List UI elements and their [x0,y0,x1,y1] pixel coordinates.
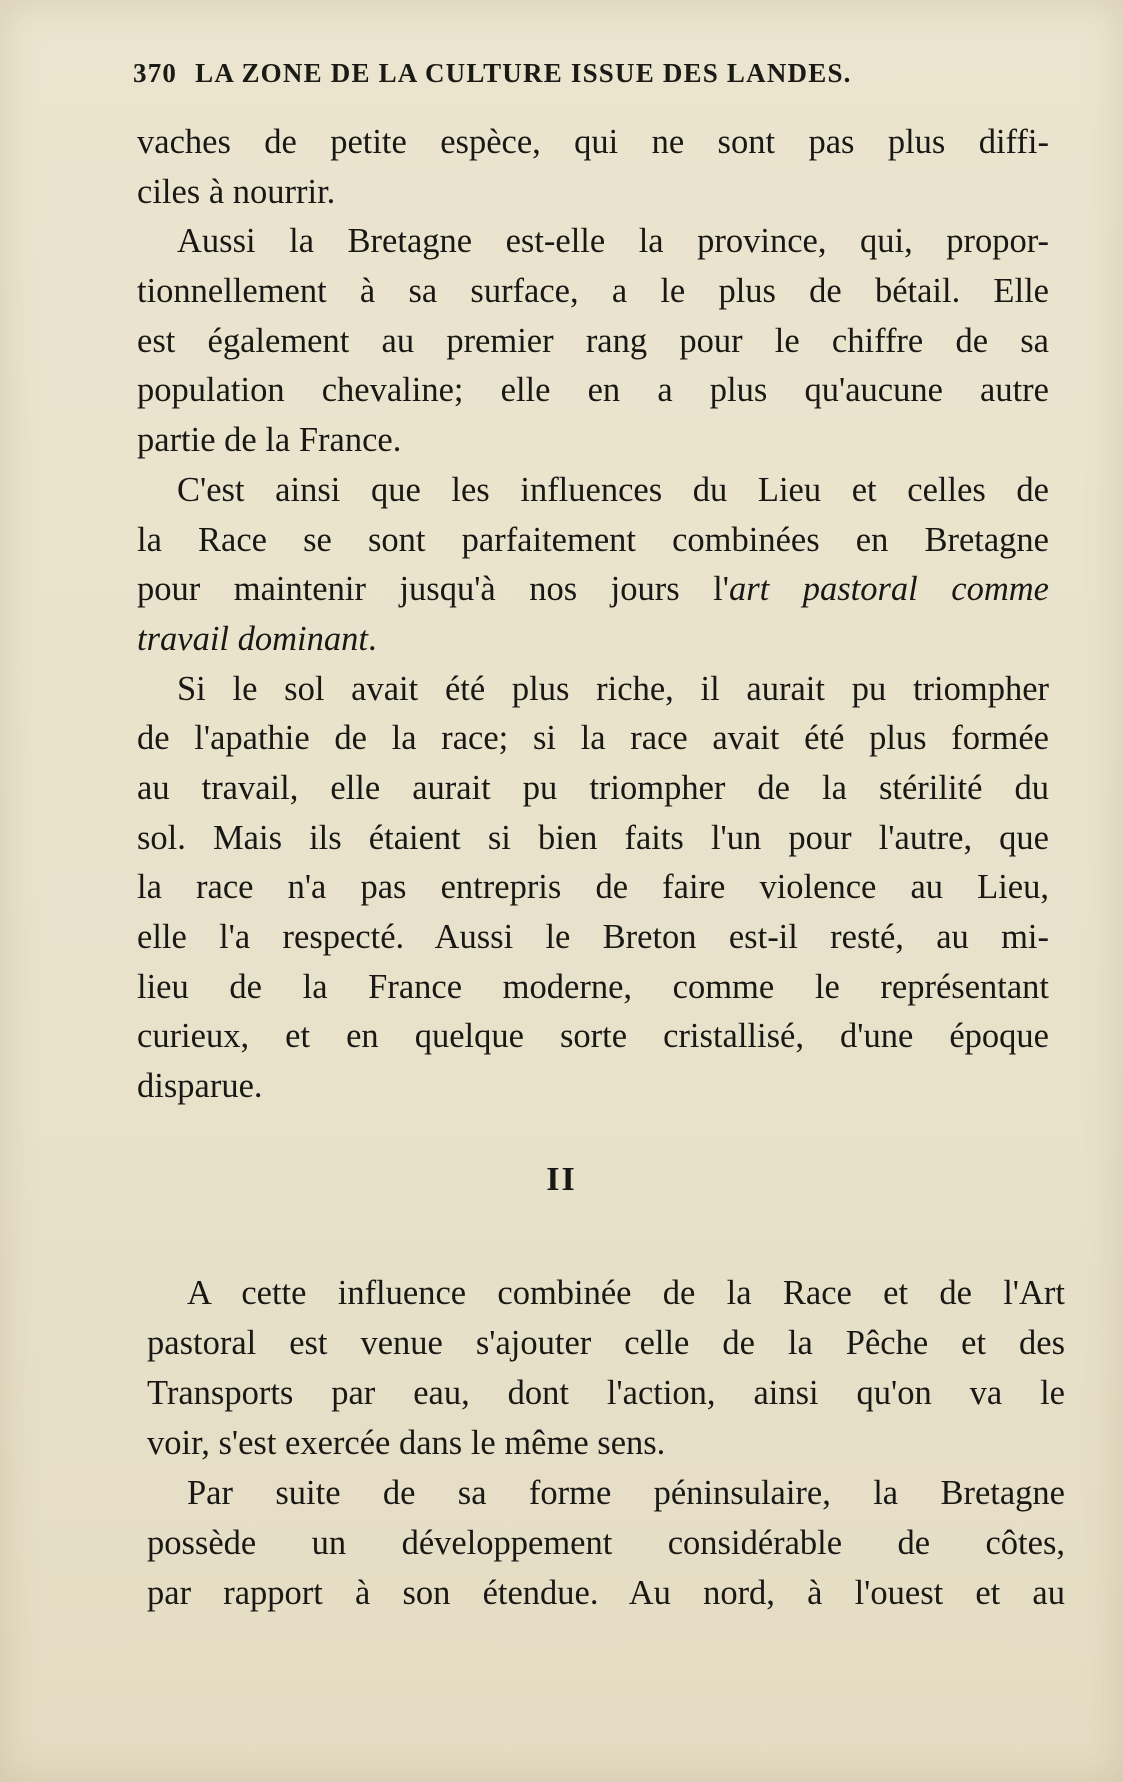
italic-text-run: art pastoral comme [728,570,1049,609]
text-line: au travail, elle aurait pu triompher de la stérilité du [137,768,1049,807]
text-line [137,565,1049,615]
text-line: tionnellement à sa surface, a le plus de bétail. Elle [137,272,1049,311]
text-line: possède un développement considérable de côtes, [147,1524,1065,1562]
text-line: Aussi la Bretagne est-elle la province, qui, propor- [177,222,1049,261]
text-line: la race n'a pas entrepris de faire violence au Lieu, [137,868,1049,907]
body-text-upper [137,118,1049,1112]
running-title: LA ZONE DE LA CULTURE ISSUE DES LANDES. [195,58,852,88]
text-line: Par suite de sa forme péninsulaire, la Bretagne [187,1474,1065,1512]
text-line: par rapport à son étendue. Au nord, à l'ouest et au [147,1574,1065,1612]
text-line: pastoral est venue s'ajouter celle de la Pêche et des [147,1324,1065,1362]
text-line: de l'apathie de la race; si la race avait été plus formée [137,719,1049,758]
running-head [133,58,963,89]
text-line: voir, s'est exercée dans le même sens. [147,1424,666,1462]
text-line: disparue. [137,1067,263,1106]
text-line: ciles à nourrir. [137,172,336,211]
text-line: Transports par eau, dont l'action, ainsi qu'on va le [147,1374,1065,1412]
text-line: sol. Mais ils étaient si bien faits l'un pour l'autre, que [137,818,1049,857]
text-run: . [367,619,377,658]
text-line: vaches de petite espèce, qui ne sont pas plus diffi- [137,123,1049,161]
text-line: partie de la France. [137,421,402,460]
text-line: la Race se sont parfaitement combinées en Bretagne [137,520,1049,559]
text-line: lieu de la France moderne, comme le représentant [137,967,1049,1006]
text-line: population chevaline; elle en a plus qu'aucune autre [137,371,1049,410]
text-line: Si le sol avait été plus riche, il aurait pu triompher [177,669,1049,708]
body-text-lower [147,1268,1065,1618]
text-run: pour maintenir jusqu'à nos jours l' [137,570,729,609]
italic-text-run: travail dominant [137,619,368,658]
section-heading: II [546,1161,577,1198]
text-line: A cette influence combinée de la Race et de l'Art [187,1274,1065,1312]
text-line: est également au premier rang pour le chiffre de sa [137,321,1049,360]
text-line: elle l'a respecté. Aussi le Breton est-il resté, au mi- [137,918,1049,956]
text-line: curieux, et en quelque sorte cristallisé, d'une époque [137,1017,1049,1056]
text-line [137,615,1049,665]
page-number: 370 [133,58,178,88]
text-line: C'est ainsi que les influences du Lieu et celles de [177,470,1049,509]
